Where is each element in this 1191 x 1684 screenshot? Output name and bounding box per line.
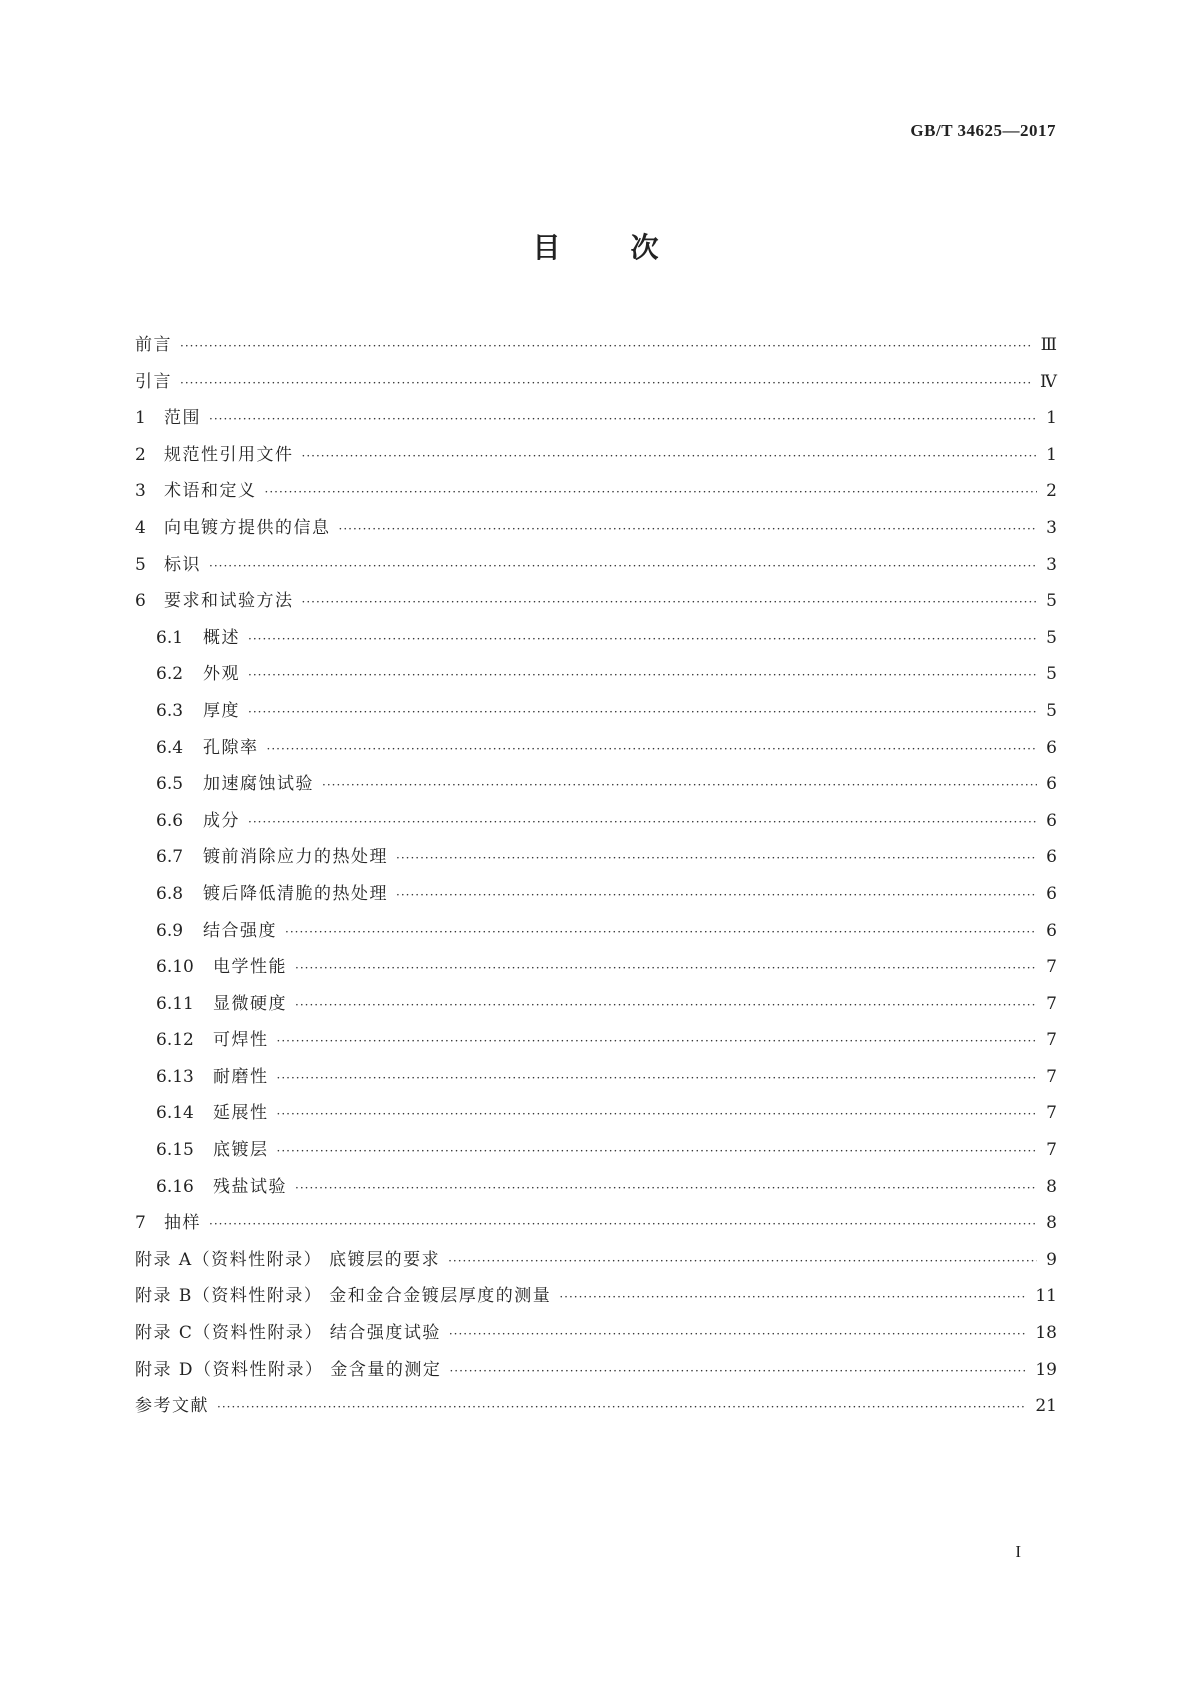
toc-entry-label: 耐磨性 bbox=[213, 1066, 269, 1087]
toc-entry-number: 6.16 bbox=[156, 1176, 194, 1197]
toc-entry-label: 残盐试验 bbox=[213, 1176, 287, 1197]
toc-dot-leader bbox=[302, 595, 1038, 609]
toc-entry[interactable] bbox=[135, 1318, 1057, 1355]
toc-entry[interactable] bbox=[135, 989, 1057, 1026]
toc-entry-label: 电学性能 bbox=[213, 957, 287, 978]
toc-entry-page: 3 bbox=[1046, 554, 1057, 575]
toc-entry-number: 7 bbox=[135, 1213, 146, 1234]
toc-entry-label: 向电镀方提供的信息 bbox=[164, 517, 331, 538]
toc-entry-label: 规范性引用文件 bbox=[164, 444, 294, 465]
toc-entry-page: 7 bbox=[1046, 1066, 1057, 1087]
toc-entry-label: 厚度 bbox=[203, 700, 240, 721]
toc-entry-page: 7 bbox=[1046, 993, 1057, 1014]
toc-entry-number: 5 bbox=[135, 554, 146, 575]
toc-entry-number: 6.5 bbox=[156, 774, 184, 795]
toc-entry-label: 附录 B（资料性附录） 金和金合金镀层厚度的测量 bbox=[135, 1286, 552, 1307]
toc-dot-leader bbox=[248, 815, 1037, 829]
toc-entry-page: 6 bbox=[1046, 883, 1057, 904]
toc-entry-label: 要求和试验方法 bbox=[164, 591, 294, 612]
standard-code: GB/T 34625—2017 bbox=[910, 121, 1056, 140]
toc-entry-number: 6.8 bbox=[156, 883, 184, 904]
toc-entry[interactable] bbox=[135, 1062, 1057, 1099]
toc-entry-number: 6.6 bbox=[156, 810, 184, 831]
title-char-1: 目 bbox=[532, 231, 561, 264]
toc-entry[interactable] bbox=[135, 659, 1057, 696]
toc-entry-page: 7 bbox=[1046, 957, 1057, 978]
toc-dot-leader bbox=[277, 1144, 1038, 1158]
toc-entry-page: 8 bbox=[1046, 1176, 1057, 1197]
toc-entry-label: 标识 bbox=[164, 554, 201, 575]
toc-entry-page: 6 bbox=[1046, 774, 1057, 795]
toc-entry-number: 1 bbox=[135, 408, 146, 429]
toc-entry-label: 孔隙率 bbox=[203, 737, 259, 758]
toc-dot-leader bbox=[277, 1071, 1038, 1085]
toc-entry-label: 成分 bbox=[203, 810, 240, 831]
toc-dot-leader bbox=[265, 485, 1038, 499]
toc-entry-label: 概述 bbox=[203, 627, 240, 648]
toc-entry-page: 21 bbox=[1035, 1396, 1057, 1417]
toc-dot-leader bbox=[449, 1364, 1027, 1378]
toc-entry-label: 镀前消除应力的热处理 bbox=[203, 847, 388, 868]
title-char-2: 次 bbox=[630, 231, 659, 264]
toc-entry-number: 6.11 bbox=[156, 993, 194, 1014]
toc-dot-leader bbox=[396, 888, 1037, 902]
toc-entry[interactable] bbox=[135, 842, 1057, 879]
toc-entry-page: 6 bbox=[1046, 810, 1057, 831]
toc-entry-label: 延展性 bbox=[213, 1103, 269, 1124]
toc-entry-label: 可焊性 bbox=[213, 1030, 269, 1051]
toc-dot-leader bbox=[277, 1107, 1038, 1121]
toc-dot-leader bbox=[322, 778, 1037, 792]
toc-dot-leader bbox=[248, 668, 1037, 682]
toc-entry[interactable] bbox=[135, 476, 1057, 513]
toc-entry[interactable] bbox=[135, 1245, 1057, 1282]
toc-entry[interactable] bbox=[135, 550, 1057, 587]
toc-entry-page: 2 bbox=[1046, 481, 1057, 502]
toc-entry-page: 18 bbox=[1035, 1323, 1057, 1344]
toc-entry[interactable] bbox=[135, 440, 1057, 477]
toc-dot-leader bbox=[277, 1034, 1038, 1048]
toc-entry[interactable] bbox=[135, 1391, 1057, 1428]
page-number: I bbox=[1015, 1542, 1021, 1561]
toc-entry[interactable] bbox=[135, 1281, 1057, 1318]
toc-entry-page: 1 bbox=[1046, 408, 1057, 429]
toc-entry-number: 6.13 bbox=[156, 1066, 194, 1087]
toc-entry-label: 附录 A（资料性附录） 底镀层的要求 bbox=[135, 1249, 441, 1270]
toc-entry-label: 底镀层 bbox=[213, 1140, 269, 1161]
toc-entry-page: 5 bbox=[1046, 700, 1057, 721]
toc-entry-page: 7 bbox=[1046, 1030, 1057, 1051]
toc-entry-label: 显微硬度 bbox=[213, 993, 287, 1014]
toc-entry[interactable] bbox=[135, 1208, 1057, 1245]
toc-entry-page: 9 bbox=[1046, 1249, 1057, 1270]
toc-entry[interactable] bbox=[135, 696, 1057, 733]
toc-dot-leader bbox=[295, 961, 1037, 975]
toc-entry[interactable] bbox=[135, 586, 1057, 623]
toc-entry-number: 6.2 bbox=[156, 664, 184, 685]
toc-entry[interactable] bbox=[135, 623, 1057, 660]
toc-entry-label: 附录 C（资料性附录） 结合强度试验 bbox=[135, 1323, 441, 1344]
toc-dot-leader bbox=[302, 449, 1038, 463]
toc-dot-leader bbox=[449, 1327, 1028, 1341]
toc-entry-page: 6 bbox=[1046, 847, 1057, 868]
toc-entry-label: 引言 bbox=[135, 371, 172, 392]
toc-entry-label: 镀后降低清脆的热处理 bbox=[203, 883, 388, 904]
toc-entry-label: 范围 bbox=[164, 408, 201, 429]
toc-entry-number: 6.14 bbox=[156, 1103, 194, 1124]
toc-entry-page: 11 bbox=[1035, 1286, 1057, 1307]
toc-entry-number: 6.7 bbox=[156, 847, 184, 868]
toc-dot-leader bbox=[295, 1181, 1037, 1195]
toc-entry-label: 参考文献 bbox=[135, 1396, 209, 1417]
toc-dot-leader bbox=[295, 998, 1037, 1012]
toc-entry[interactable] bbox=[135, 330, 1057, 367]
toc-entry-page: 7 bbox=[1046, 1140, 1057, 1161]
toc-entry-page: 5 bbox=[1046, 591, 1057, 612]
toc-entry[interactable] bbox=[135, 733, 1057, 770]
toc-entry-label: 术语和定义 bbox=[164, 481, 257, 502]
toc-entry[interactable] bbox=[135, 1025, 1057, 1062]
toc-entry-page: 19 bbox=[1035, 1359, 1057, 1380]
toc-entry[interactable] bbox=[135, 952, 1057, 989]
toc-entry[interactable] bbox=[135, 879, 1057, 916]
toc-entry-page: Ⅲ bbox=[1040, 335, 1057, 355]
toc-entry-number: 6.12 bbox=[156, 1030, 194, 1051]
toc-dot-leader bbox=[559, 1290, 1027, 1304]
toc-entry-page: 6 bbox=[1046, 920, 1057, 941]
toc-dot-leader bbox=[339, 522, 1038, 536]
toc-dot-leader bbox=[180, 376, 1032, 390]
table-of-contents bbox=[135, 330, 1057, 1428]
toc-entry-label: 前言 bbox=[135, 335, 172, 355]
toc-entry[interactable] bbox=[135, 1098, 1057, 1135]
toc-dot-leader bbox=[217, 1400, 1027, 1414]
toc-entry-label: 结合强度 bbox=[203, 920, 277, 941]
toc-entry[interactable] bbox=[135, 367, 1057, 404]
toc-entry-page: 3 bbox=[1046, 517, 1057, 538]
toc-entry[interactable] bbox=[135, 513, 1057, 550]
toc-entry-page: 5 bbox=[1046, 664, 1057, 685]
toc-dot-leader bbox=[209, 559, 1037, 573]
toc-entry-page: 6 bbox=[1046, 737, 1057, 758]
toc-entry-number: 3 bbox=[135, 481, 146, 502]
toc-dot-leader bbox=[396, 851, 1037, 865]
toc-entry-page: 8 bbox=[1046, 1213, 1057, 1234]
toc-dot-leader bbox=[448, 1254, 1037, 1268]
toc-entry-page: Ⅳ bbox=[1040, 371, 1057, 392]
toc-entry[interactable] bbox=[135, 806, 1057, 843]
toc-entry[interactable] bbox=[135, 769, 1057, 806]
toc-entry-number: 6.3 bbox=[156, 700, 184, 721]
toc-entry-label: 附录 D（资料性附录） 金含量的测定 bbox=[135, 1359, 442, 1380]
toc-entry[interactable] bbox=[135, 1135, 1057, 1172]
toc-entry-number: 6 bbox=[135, 591, 146, 612]
toc-entry-label: 加速腐蚀试验 bbox=[203, 774, 314, 795]
toc-entry-number: 6.15 bbox=[156, 1140, 194, 1161]
toc-entry-page: 5 bbox=[1046, 627, 1057, 648]
toc-dot-leader bbox=[285, 925, 1037, 939]
toc-dot-leader bbox=[209, 1217, 1037, 1231]
toc-entry-number: 6.10 bbox=[156, 957, 194, 978]
toc-entry-page: 7 bbox=[1046, 1103, 1057, 1124]
toc-entry[interactable] bbox=[135, 916, 1057, 953]
toc-dot-leader bbox=[267, 742, 1038, 756]
toc-entry[interactable] bbox=[135, 403, 1057, 440]
toc-dot-leader bbox=[248, 632, 1037, 646]
toc-entry-number: 6.9 bbox=[156, 920, 184, 941]
page-title bbox=[0, 226, 1191, 266]
toc-entry-number: 6.1 bbox=[156, 627, 184, 648]
toc-entry-number: 2 bbox=[135, 444, 146, 465]
toc-entry-number: 6.4 bbox=[156, 737, 184, 758]
toc-entry-label: 抽样 bbox=[164, 1213, 201, 1234]
toc-dot-leader bbox=[209, 412, 1037, 426]
toc-entry-number: 4 bbox=[135, 517, 146, 538]
toc-dot-leader bbox=[180, 339, 1033, 353]
toc-dot-leader bbox=[248, 705, 1037, 719]
toc-entry[interactable] bbox=[135, 1172, 1057, 1209]
toc-entry[interactable] bbox=[135, 1355, 1057, 1392]
toc-entry-page: 1 bbox=[1046, 444, 1057, 465]
toc-entry-label: 外观 bbox=[203, 664, 240, 685]
